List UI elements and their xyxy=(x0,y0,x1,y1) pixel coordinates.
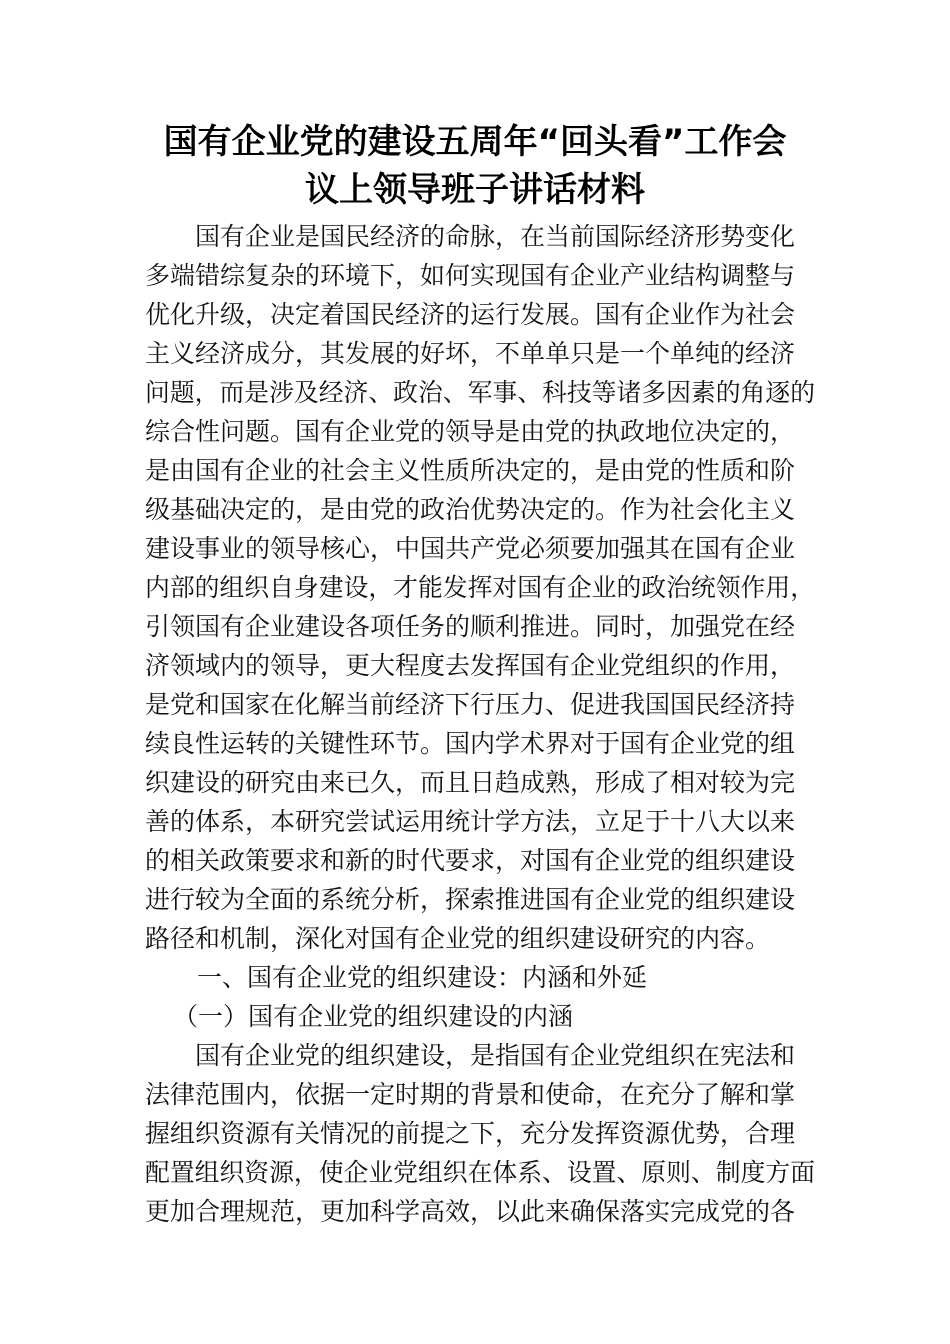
body-line: 优化升级，决定着国民经济的运行发展。国有企业作为社会 xyxy=(145,300,796,329)
body-line: 主义经济成分，其发展的好坏，不单单只是一个单纯的经济 xyxy=(145,339,796,368)
body-line: 问题，而是涉及经济、政治、军事、科技等诸多因素的角逐的 xyxy=(145,378,816,407)
body-line: 建设事业的领导核心，中国共产党必须要加强其在国有企业 xyxy=(145,534,796,563)
body-line: 织建设的研究由来已久，而且日趋成熟，形成了相对较为完 xyxy=(145,768,796,797)
body-line: 是由国有企业的社会主义性质所决定的，是由党的性质和阶 xyxy=(145,456,796,485)
body-line: 多端错综复杂的环境下，如何实现国有企业产业结构调整与 xyxy=(145,261,796,290)
body-line: 更加合理规范，更加科学高效，以此来确保落实完成党的各 xyxy=(145,1197,796,1226)
subsection-heading: （一）国有企业党的组织建设的内涵 xyxy=(173,1002,574,1031)
body-line: 济领域内的领导，更大程度去发挥国有企业党组织的作用， xyxy=(145,651,796,680)
body-line: 配置组织资源，使企业党组织在体系、设置、原则、制度方面 xyxy=(145,1158,816,1187)
body-line: 引领国有企业建设各项任务的顺利推进。同时，加强党在经 xyxy=(145,612,796,641)
body-line: 国有企业党的组织建设，是指国有企业党组织在宪法和 xyxy=(195,1041,796,1070)
body-line: 善的体系，本研究尝试运用统计学方法，立足于十八大以来 xyxy=(145,807,796,836)
body-line: 内部的组织自身建设，才能发挥对国有企业的政治统领作用， xyxy=(145,573,816,602)
document-title-line-2: 议上领导班子讲话材料 xyxy=(305,170,645,210)
body-line: 进行较为全面的系统分析，探索推进国有企业党的组织建设 xyxy=(145,885,796,914)
body-line: 握组织资源有关情况的前提之下，充分发挥资源优势，合理 xyxy=(145,1119,796,1148)
body-line: 级基础决定的，是由党的政治优势决定的。作为社会化主义 xyxy=(145,495,796,524)
body-line: 国有企业是国民经济的命脉，在当前国际经济形势变化 xyxy=(195,222,796,251)
document-title-line-1: 国有企业党的建设五周年“回头看”工作会 xyxy=(163,122,787,162)
body-line: 的相关政策要求和新的时代要求，对国有企业党的组织建设 xyxy=(145,846,796,875)
body-line: 综合性问题。国有企业党的领导是由党的执政地位决定的， xyxy=(145,417,796,446)
section-heading: 一、国有企业党的组织建设：内涵和外延 xyxy=(197,963,648,992)
body-line: 是党和国家在化解当前经济下行压力、促进我国国民经济持 xyxy=(145,690,796,719)
body-line: 路径和机制，深化对国有企业党的组织建设研究的内容。 xyxy=(145,924,771,953)
document-body xyxy=(145,217,815,1231)
body-line: 续良性运转的关键性环节。国内学术界对于国有企业党的组 xyxy=(145,729,796,758)
body-line: 法律范围内，依据一定时期的背景和使命，在充分了解和掌 xyxy=(145,1080,796,1109)
